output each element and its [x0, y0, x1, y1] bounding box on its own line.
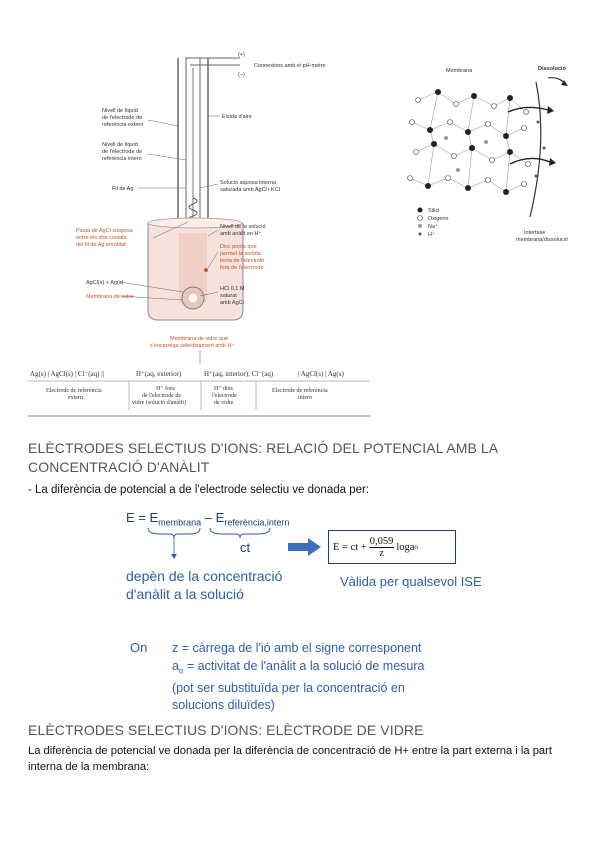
a-definition: [172, 658, 472, 680]
caption-h-out-1: H⁺ fora: [156, 386, 175, 392]
glass-membrane-structure-diagram: [398, 52, 580, 252]
legend-oxygen: Oxigeno: [428, 216, 449, 222]
glass-electrode-diagram: [28, 48, 373, 423]
label-internal-solution-1: Solució aquosa interna: [220, 180, 276, 186]
on-label: On: [130, 640, 148, 655]
eq-prefix: E = E: [126, 510, 159, 525]
cell-notation-3: H⁺(aq, interior), Cl⁻(aq): [204, 370, 274, 378]
label-internal-solution-2: saturada amb AgCl i KCl: [220, 187, 280, 193]
section2-title: ELÈCTRODES SELECTIUS D'IONS: ELÈCTRODE DE VIDRE: [28, 722, 424, 738]
implies-arrow: [288, 538, 322, 556]
cell-notation-4: | AgCl(s) | Ag(s): [298, 370, 344, 378]
membrane-note-1: Membrana de vidre que: [170, 336, 229, 342]
nernst-formula-box: [328, 530, 456, 564]
substitution-line2: solucions diluïdes): [172, 698, 275, 712]
label-air-outlet: Eixida d'aire: [222, 114, 252, 120]
label-hcl-2: saturat: [220, 293, 237, 299]
label-ext-level-2: de l'electrode de: [102, 115, 143, 121]
caption-ext-ref-1: Electrode de referència: [46, 388, 102, 394]
interface-boundary: [530, 82, 541, 217]
boxed-log: loga: [396, 541, 415, 553]
eq-sub-membrana: membrana: [158, 517, 202, 528]
label-int-level-2: de l'electrode de: [102, 149, 143, 155]
label-hcl-3: amb AgCl: [220, 300, 244, 306]
depends-line1: depèn de la concentració: [126, 568, 283, 584]
label-agcl-paste-3: del fil de Ag enrotllat: [76, 242, 126, 248]
caption-ext-ref-2: extern: [68, 395, 83, 401]
label-ag-wire: Fil de Ag: [112, 186, 134, 192]
section1-intro: - La diferència de potencial a de l'electrode selectiu ve donada per:: [28, 484, 370, 496]
legend-hydrogen: H⁺: [428, 232, 435, 238]
caption-h-out-2: de l'electrode de: [142, 393, 182, 399]
caption-int-ref-1: Electrode de referència: [272, 388, 328, 394]
a-definition-text: = activitat de l'anàlit a la solució de mesura: [183, 658, 425, 673]
section2-line2: interna de la membrana:: [28, 761, 150, 773]
potential-equation: [126, 510, 289, 528]
substitution-line1: (pot ser substituïda per la concentració en: [172, 680, 405, 695]
label-porous-disc-2: permet la sortida: [220, 251, 261, 257]
ct-label: ct: [240, 540, 251, 555]
interface-label-1: Interfase: [524, 230, 546, 236]
a-subscript: o: [178, 666, 184, 675]
boxed-denominator: z: [379, 547, 384, 559]
legend-sodium: Na⁺: [428, 224, 438, 230]
label-ext-level-3: referència extern: [102, 122, 144, 128]
section1-title-line2: CONCENTRACIÓ D'ANÀLIT: [28, 459, 210, 475]
eq-minus: – E: [201, 510, 225, 525]
caption-h-in-1: H⁺ dins: [214, 386, 234, 392]
label-int-level-1: Nivell de líquid: [102, 142, 138, 148]
depends-note: [126, 567, 282, 603]
boxed-fraction: [369, 536, 395, 559]
cell-notation-2: H⁺(aq, exterior): [136, 370, 182, 378]
caption-h-in-3: de vidre: [214, 400, 234, 406]
label-int-level-3: referència intern: [102, 156, 142, 162]
section1-title-line1: ELÈCTRODES SELECTIUS D'IONS: RELACIÓ DEL POTENCIAL AMB LA: [28, 440, 499, 456]
caption-h-out-3: vidre (solució d'anàlit): [132, 400, 187, 406]
solution-label: Dissolució: [538, 66, 566, 72]
label-agcl-ag: AgCl(s) + Ag(s): [86, 280, 124, 286]
section1-title: [28, 439, 588, 477]
cell-notation-1: Ag(s) | AgCl(s) | Cl⁻(aq) ||: [30, 370, 105, 378]
legend-silicon: Silici: [428, 208, 440, 214]
caption-h-in-2: l'electrode: [212, 393, 237, 399]
caption-int-ref-2: intern: [298, 395, 312, 401]
label-porous-disc-4: fora de l'electrode: [220, 265, 264, 271]
a-symbol: a: [172, 658, 179, 673]
connection-label: Connexions amb el pH-metre: [254, 63, 326, 69]
label-porous-disc-3: lenta de l'electròlit: [220, 258, 264, 264]
label-agcl-paste-1: Pasta de AgCl suspesa: [76, 228, 133, 234]
depends-line2: d'anàlit a la solució: [126, 586, 244, 602]
label-hcl-1: HCl 0,1 M: [220, 286, 245, 292]
label-porous-disc-1: Disc porós que: [220, 244, 257, 250]
silica-network: [408, 89, 546, 195]
boxed-prefix: E = ct +: [333, 541, 367, 553]
eq-sub-reference: referència,intern: [224, 517, 290, 528]
label-solution-level-2: amb anàlit en H⁺: [220, 231, 262, 237]
label-glass-membrane: Membrana de vidre: [86, 294, 134, 300]
section2-line1: La diferència de potencial ve donada per la diferència de concentració de H+ entre la part externa i la part: [28, 745, 552, 757]
valid-note: Vàlida per qualsevol ISE: [340, 574, 482, 589]
equation-braces: [146, 526, 276, 570]
label-ext-level-1: Nivell de líquid: [102, 108, 138, 114]
boxed-numerator: 0,059: [369, 535, 394, 547]
label-solution-level-1: Nivell de la solució: [220, 224, 266, 230]
section2-paragraph: [28, 743, 588, 775]
boxed-log-sub: o: [414, 543, 418, 551]
interface-label-2: membrana/dissolució: [516, 237, 568, 243]
z-definition: z = càrrega de l'ió amb el signe corresponent: [172, 641, 422, 655]
label-agcl-paste-2: entre els dos costats: [76, 235, 127, 241]
plus-sign: (+): [238, 52, 245, 58]
minus-sign: (−): [238, 72, 245, 78]
variable-definitions: [172, 640, 472, 715]
membrane-note-2: s'encarrega selectivament amb H⁺: [150, 343, 235, 349]
membrane-legend: [418, 208, 449, 239]
membrane-label: Membrana: [446, 68, 473, 74]
